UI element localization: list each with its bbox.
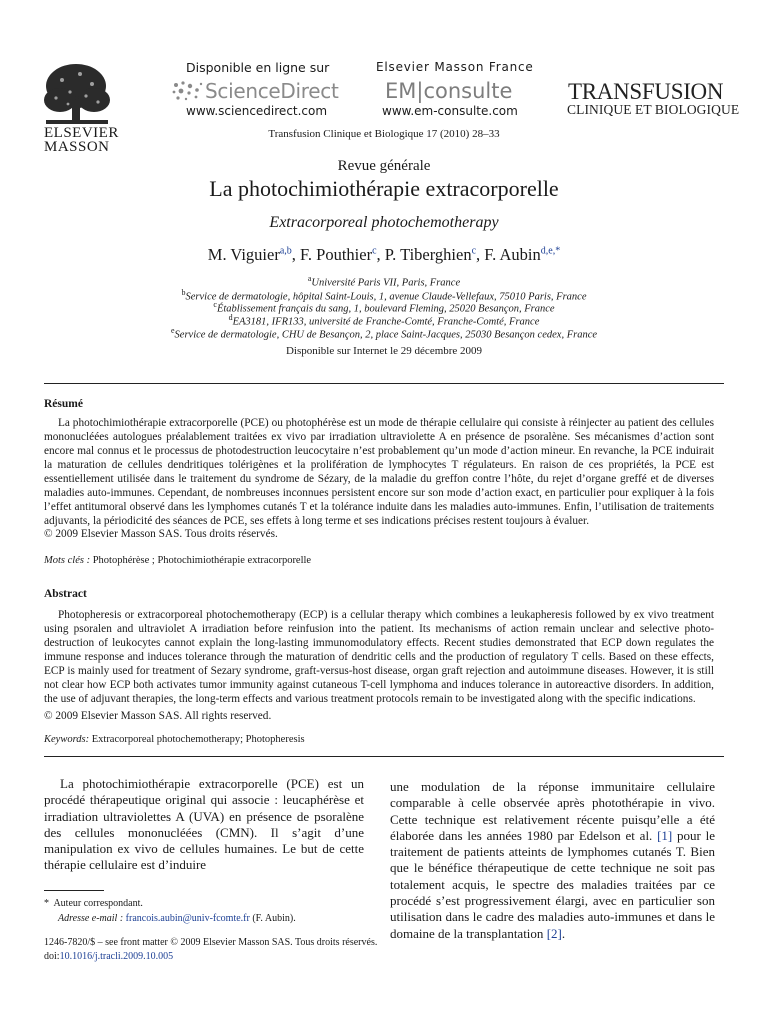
- page-footer: [44, 936, 377, 964]
- affiliation-text: Université Paris VII, Paris, France: [311, 277, 461, 289]
- reference-link[interactable]: [2]: [546, 925, 562, 941]
- journal-title: TRANSFUSION: [568, 79, 724, 104]
- author: F. Pouthier: [300, 245, 373, 264]
- body-column-left: La photochimiothérapie extracorporelle (PCE) est un procédé thérapeutique original qui associe : leucaphérèse et irradiation ultraviolettes A (UVA) en présence de psoralène des cellules mononucléées (CMN). Il s’agit d’une manipulation ex vivo de cellules humaines. Le but de cette thérapie cellulaire est d’induire: [44, 776, 364, 873]
- keywords-list: Photophérèse ; Photochimiothérapie extracorporelle: [92, 555, 312, 566]
- author-affiliation-ref[interactable]: d,e,*: [540, 245, 561, 257]
- affiliation-label: d: [228, 313, 233, 322]
- abstract-paragraph: Photopheresis or extracorporeal photochemotherapy (ECP) is a cellular therapy which combines a leukapheresis followed by ex vivo treatment using psoralen and ultraviolet A irradiation before reinfusion into the patient. Its mechanisms of action remain unclear and selective photo-destruction of leukocytes cannot explain the long-lasting immunomodulatory effects. Recent studies demonstrated that ECP down regulates the immune response and induces tolerance through the maturation of dendritic cells and the production of regulatory T cells. Based on these effects, ECP is mainly used for treatment of Sezary syndrome, graft-versus-host disease, organ graft rejection and autoimmune diseases. However, it is still not clear how ECP both activates tumor immunity against cutaneous T-cell lymphoma and induces tolerance in autoreactive disorders. In addition, the use of adjuvant therapies, the long-term effects and various treatment protocols remain to be investigated along with the specific indications.: [44, 609, 714, 705]
- email-link[interactable]: francois.aubin@univ-fcomte.fr: [125, 913, 250, 924]
- body-text: une modulation de la réponse immunitaire cellulaire comparable à celle observée après photothérapie in vivo. Cette technique est relativement récente puisqu’elle a été élaborée dans les années 1980 par Edelson et al.: [390, 779, 715, 843]
- abstract-copyright: © 2009 Elsevier Masson SAS. All rights reserved.: [44, 710, 272, 722]
- author-list: [0, 245, 768, 265]
- affiliation-label: c: [213, 300, 217, 309]
- em-publisher: Elsevier Masson France: [376, 60, 534, 74]
- email-label: Adresse e-mail :: [58, 913, 124, 924]
- resume-heading: Résumé: [44, 398, 83, 410]
- article-title-english: Extracorporeal photochemotherapy: [269, 214, 499, 231]
- online-date: Disponible sur Internet le 29 décembre 2009: [285, 345, 483, 357]
- sciencedirect-dots-icon: [170, 79, 204, 103]
- publisher-name-line1: ELSEVIER: [44, 125, 119, 141]
- author: M. Viguier: [207, 245, 280, 264]
- affiliation-text: EA3181, IFR133, université de Franche-Comté, Franche-Comté, France: [232, 316, 540, 328]
- keywords-label: Keywords:: [44, 734, 90, 745]
- footnote: [44, 896, 296, 926]
- author-separator: ,: [291, 245, 301, 264]
- body-text: pour le traitement de patients atteints de lymphomes cutanés T. Bien que le bénéfice thérapeutique de cette technique ne soit pas totalement acquis, le spectre des maladies traitées par ce procédé s’est progressivement élargi, avec en particulier son utilisation dans le cadre des maladies auto-immunes et dans le domaine de la transplantation: [390, 827, 715, 941]
- body-column-right: [390, 779, 715, 942]
- abstract-keywords: [44, 734, 305, 745]
- reference-link[interactable]: [1]: [657, 827, 673, 843]
- affiliation-text: Établissement français du sang, 1, boulevard Fleming, 25020 Besançon, France: [216, 303, 555, 315]
- author: F. Aubin: [484, 245, 541, 264]
- issn-line: 1246-7820/$ – see front matter © 2009 Elsevier Masson SAS. Tous droits réservés.: [44, 937, 378, 948]
- resume-text: [44, 416, 714, 528]
- abstract-text: [44, 608, 714, 706]
- body-text: .: [561, 925, 566, 941]
- doi-label: doi:: [44, 951, 60, 962]
- sciencedirect-logo: ScienceDirect: [205, 79, 339, 103]
- doi-link[interactable]: 10.1016/j.tracli.2009.10.005: [59, 951, 174, 962]
- em-consulte-url[interactable]: www.em-consulte.com: [382, 104, 518, 118]
- sciencedirect-label: Disponible en ligne sur: [186, 60, 330, 75]
- author-affiliation-ref[interactable]: a,b: [279, 245, 292, 257]
- author-affiliation-ref[interactable]: c: [372, 245, 377, 257]
- divider: [44, 756, 724, 757]
- affiliation-text: Service de dermatologie, CHU de Besançon, 2, place Saint-Jacques, 25030 Besançon cedex, France: [174, 329, 598, 341]
- resume-keywords: [44, 555, 311, 566]
- affiliation-text: Service de dermatologie, hôpital Saint-Louis, 1, avenue Claude-Vellefaux, 75010 Paris, France: [185, 291, 587, 303]
- em-consulte-logo: EM|consulte: [385, 79, 513, 103]
- keywords-label: Mots clés :: [44, 555, 91, 566]
- divider: [44, 383, 724, 384]
- abstract-heading: Abstract: [44, 588, 87, 600]
- publisher-name-line2: MASSON: [44, 139, 110, 155]
- footnote-marker: *: [44, 898, 49, 909]
- article-title: La photochimiothérapie extracorporelle: [209, 176, 559, 201]
- author: P. Tiberghien: [384, 245, 472, 264]
- affiliation-label: a: [307, 274, 312, 283]
- sciencedirect-url[interactable]: www.sciencedirect.com: [186, 104, 328, 118]
- article-type: Revue générale: [337, 158, 431, 174]
- journal-citation: Transfusion Clinique et Biologique 17 (2010) 28–33: [268, 128, 500, 140]
- resume-copyright: © 2009 Elsevier Masson SAS. Tous droits réservés.: [44, 528, 278, 540]
- affiliation: [0, 324, 768, 343]
- affiliation-label: b: [181, 288, 186, 297]
- email-owner: (F. Aubin).: [252, 913, 296, 924]
- author-separator: ,: [376, 245, 385, 264]
- corresponding-author: Auteur correspondant.: [53, 898, 143, 909]
- keywords-list: Extracorporeal photochemotherapy; Photopheresis: [91, 734, 305, 745]
- resume-paragraph: La photochimiothérapie extracorporelle (PCE) ou photophérèse est un mode de thérapie cellulaire qui consiste à réinjecter au patient des cellules mononucléées autologues préalablement traitées ex vivo par irradiation ultraviolette A en présence de psoralène. Ses mécanismes d’action sont encore mal connus et le processus de photodestruction leucocytaire n’est probablement qu’un mode d’action mineur. En revanche, la PCE induirait la maturation de cellules dendritiques tolérigènes et la prolifération de lymphocytes T régulateurs. En raison de ces propriétés, la PCE est essentiellement utilisée dans le traitement du syndrome de Sézary, de la maladie du greffon contre l’hôte, du rejet d’organe greffé et de diverses maladies auto-immunes. Cependant, de nombreuses inconnues persistent encore sur son mode d’action exact, en particulier pour expliquer à la fois l’effet antitumoral observé dans les lymphomes cutanés T et la tolérance induite dans les maladies auto-immunes. Enfin, l’utilisation de traitements adjuvants, la périodicité des séances de PCE, ses effets à long terme et ses indications précises restent toujours à évaluer.: [44, 417, 714, 527]
- journal-subtitle: CLINIQUE ET BIOLOGIQUE: [567, 102, 740, 117]
- author-affiliation-ref[interactable]: c: [471, 245, 477, 257]
- affiliation-label: e: [170, 326, 175, 335]
- author-separator: ,: [476, 245, 485, 264]
- footnote-divider: [44, 890, 104, 891]
